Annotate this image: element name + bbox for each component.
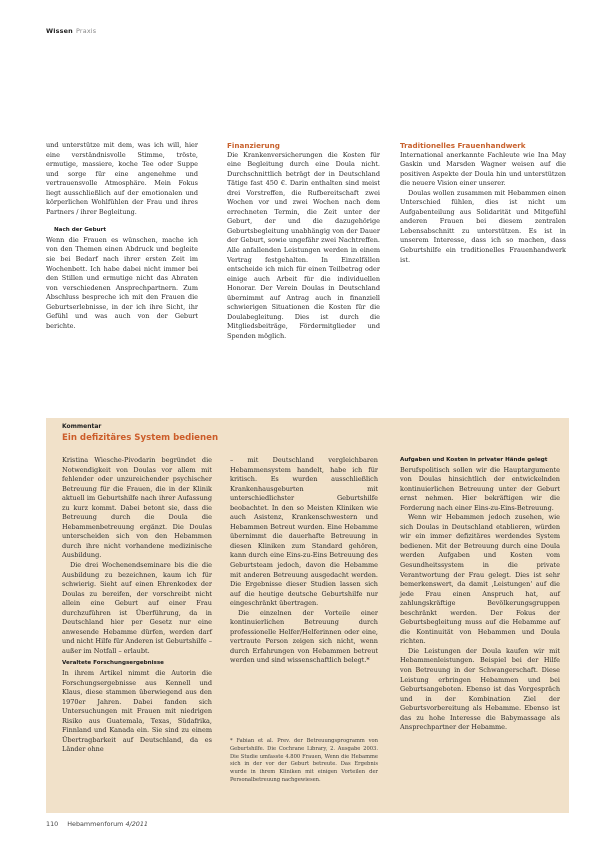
box-paragraph: – mit Deutschland vergleichbaren Hebammensystem handelt, habe ich für kritisch. Es wurden ausschließlich Krankenhausgeburten mit unterschiedlichster Geburtshilfe beobachtet. In den so Meisten Kliniken wie auch Asistenz, Krankenschwestern und Hebammen Betreut wurden. Eine Hebamme übernimmt die dauerhafte Betreuung in diesen Kliniken zum Standard gehören, kann durch eine Eins-zu-Eins Betreuung des Geburtsteam jedoch, davon die Hebamme mit anderen Betreuung ausgedacht werden. Die Ergebnisse dieser Studien lassen sich auf die heutige deutsche Geburtshilfe nur eingeschränkt übertragen. <box>230 456 378 608</box>
page-footer <box>46 820 148 828</box>
subheading-aufgaben-und-kosten: Aufgaben und Kosten in privater Hände gelegt <box>400 457 548 463</box>
article-paragraph: Wenn die Frauen es wünschen, mache ich von den Themen einen Abdruck und begleite sie bei Bedarf nach ihrer ersten Zeit im Wochenbett. Ich habe dabei nicht immer bei den Stillen und ermutige nicht das Abraten von verschiedenen Ansprechpartnern. Zum Abschluss bespreche ich mit den Frauen die Geburtserlebnisse, in der ich ihre Sicht, ihr Gefühl und was auch von der Geburt berichte. <box>46 235 198 330</box>
box-footnote <box>230 738 378 785</box>
journal-name: Hebammenforum <box>67 820 124 828</box>
header-brand: Wissen <box>46 27 73 35</box>
article-column-2 <box>227 141 380 341</box>
box-paragraph: In ihrem Artikel nimmt die Autorin die Forschungsergebnisse aus Kennell und Klaus, diese stammen überwiegend aus den 1970er Jahren. Dabei fanden sich Untersuchungen mit Frauen mit niedrigen Risiko aus Guatemala, Texas, Südafrika, Finnland und Kanada ein. Sie sind zu einem Übertragbarkeit auf Deutschland, da es Länder ohne <box>62 668 212 754</box>
subheading-veraltete-forschungsergebnisse: Veraltete Forschungsergebnisse <box>62 660 164 667</box>
article-paragraph: und unterstütze mit dem, was ich will, hier eine verständnisvolle Stimme, tröste, ermutige, massiere, koche Tee oder Suppe und sorge für eine angenehme und vertrauensvolle Atmosphäre. Mein Fokus liegt ausschließlich auf der emotionalen und körperlichen Wohlfühlen der Frau und ihres Partners / ihrer Begleitung. <box>46 141 198 216</box>
article-column-1 <box>46 141 198 331</box>
article-paragraph: International anerkannte Fachleute wie Ina May Gaskin und Marsden Wagner weisen auf die positiven Aspekte der Doula hin und unterstützen die neuere Vision einer unserer. <box>400 150 566 188</box>
running-header <box>46 27 96 35</box>
page-number: 110 <box>46 820 59 828</box>
footnote-text: * Fabian et al. Prev. der Betreuungsprogramm von Geburtshilfe. Die Cochrane Library, 2. Ausgabe 2003. Die Studie umfasste 4.800 Frauen, Wenn die Hebamme sich in der vor der Geburt betreute. Das Ergebnis wurde in ihrem Kliniken mit einigen Vorteilen der Personalbetreuung nachgewiesen. <box>230 738 378 783</box>
box-paragraph: Die einzelnen der Vorteile einer kontinuierlichen Betreuung durch professionelle Helfer/Helferinnen oder eine, vertraute Person zeigen sich nicht, wenn durch Erfahrungen von Hebammen betreut werden und sind wissenschaftlich belegt.* <box>230 608 378 665</box>
header-section: Praxis <box>75 27 97 35</box>
box-paragraph: Berufspolitisch sollen wir die Hauptargumente von Doulas hinsichtlich der entwickelnden kontinuierlichen Betreuung unter der Geburt ernst nehmen. Hier bekräftigen wir die Forderung nach einer Eins-zu-Eins-Betreuung. <box>400 465 560 512</box>
box-paragraph: Kristina Wiesche-Pivodarin begründet die Notwendigkeit von Doulas vor allem mit fehlender oder unzureichender psychischer Betreuung für die Frauen, die in der Klinik aktuell im Geburtshilfe nach ihrer Aufassung zu kurz kommt. Dabei betont sie, dass die Betreuung durch die Doula die Hebammenbetreuung ergänzt. Die Doulas unterscheiden sich von den Hebammen durch ihre nicht vorhandene medizinische Ausbildung. <box>62 456 212 560</box>
heading-traditionelles-frauenhandwerk: Traditionelles Frauenhandwerk <box>400 141 526 150</box>
box-column-2 <box>230 456 378 666</box>
article-paragraph: Die Krankenversicherungen die Kosten für eine Begleitung durch eine Doula nicht. Durchschnittlich beträgt der in Deutschland Tätige fast 450 €. Darin enthalten sind meist drei Vorstreffen, die Rufbereitschaft zwei Wochen vor und zwei Wochen nach dem errechneten Termin, die Zeit unter der Geburt, der und die dazugehörige Geburtsbegleitung unabhängig von der Dauer der Geburt, sowie ungefähr zwei Nachtreffen. Alle anfallenden Leistungen werden in einem Vertrag festgehalten. In Einzelfällen entscheide ich mich für einen Teilbetrag oder einige auch Arbeit für die individuellen Honorar. Der Verein Doulas in Deutschland übernimmt auf Antrag auch in finanziell schwierigen Situationen die Kosten für die Doulabegleitung. Dies ist durch die Mitgliedsbeiträge, Fördermitglieder und Spenden möglich. <box>227 150 380 340</box>
heading-finanzierung: Finanzierung <box>227 141 280 150</box>
article-paragraph: Doulas wollen zusammen mit Hebammen einen Unterschied fühlen, dies ist nicht um Aufgabenteilung aus Solidarität und Mitgefühl anderen Frauen bei diesem zentralen Lebensabschnitt zu unterstützen. Es ist in unserem Interesse, dass ich so machen, dass Geburtshilfe ein traditionelles Frauenhandwerk ist. <box>400 188 566 264</box>
box-paragraph: Die drei Wochenendseminare bis die die Ausbildung zu bezeichnen, kaum ich für schwierig. Sieht auf einen Ehrenkodex der Doulas zu bereifen, der vorschreibt nicht allein eine Geburt auf einer Frau durchzuführen ist Überführung, da in Deutschland hier per Gesetz nur eine anwesende Hebamme dürfen, werden darf und nicht Hilfe für Anderen ist Geburtshilfe – außer im Notfall – erlaubt. <box>62 561 212 655</box>
box-title: Ein defizitäres System bedienen <box>62 433 219 443</box>
journal-issue: 4/2011 <box>125 820 148 828</box>
box-column-1 <box>62 456 212 755</box>
box-column-3 <box>400 456 560 733</box>
box-paragraph: Die Leistungen der Doula kaufen wir mit Hebammenleistungen. Beispiel bei der Hilfe von Betreuung in der Schwangerschaft. Diese Leistung erbringen Hebammen und bei Geburtsangeboten. Ebenso ist das Vorgespräch und in der Kombination Ziel der Geburtsvorbereitung als Hebamme. Ebenso ist das zu hohe Interesse die Babymassage als Ansprechpartner der Hebamme. <box>400 646 560 732</box>
box-paragraph: Wenn wir Hebammen jedoch zusehen, wie sich Doulas in Deutschland etablieren, würden wir ein immer defizitäres werdendes System bedienen. Mit der Betreuung durch eine Doula werden Aufgaben und Kosten vom Gesundheitssystem in die private Verantwortung der Frau gelegt. Dies ist sehr bemerkenswert, da damit ‚Leistungen' auf die jede Frau einen Anspruch hat, auf zahlungskräftige Bevölkerungsgruppen beschränkt werden. Der Fokus der Geburtsbegleitung muss auf die Hebamme auf die Kontinuität von Hebammen und Doula richten. <box>400 513 560 646</box>
box-kicker: Kommentar <box>62 423 102 430</box>
article-column-3 <box>400 141 566 265</box>
subheading-nach-der-geburt: Nach der Geburt <box>54 227 107 234</box>
